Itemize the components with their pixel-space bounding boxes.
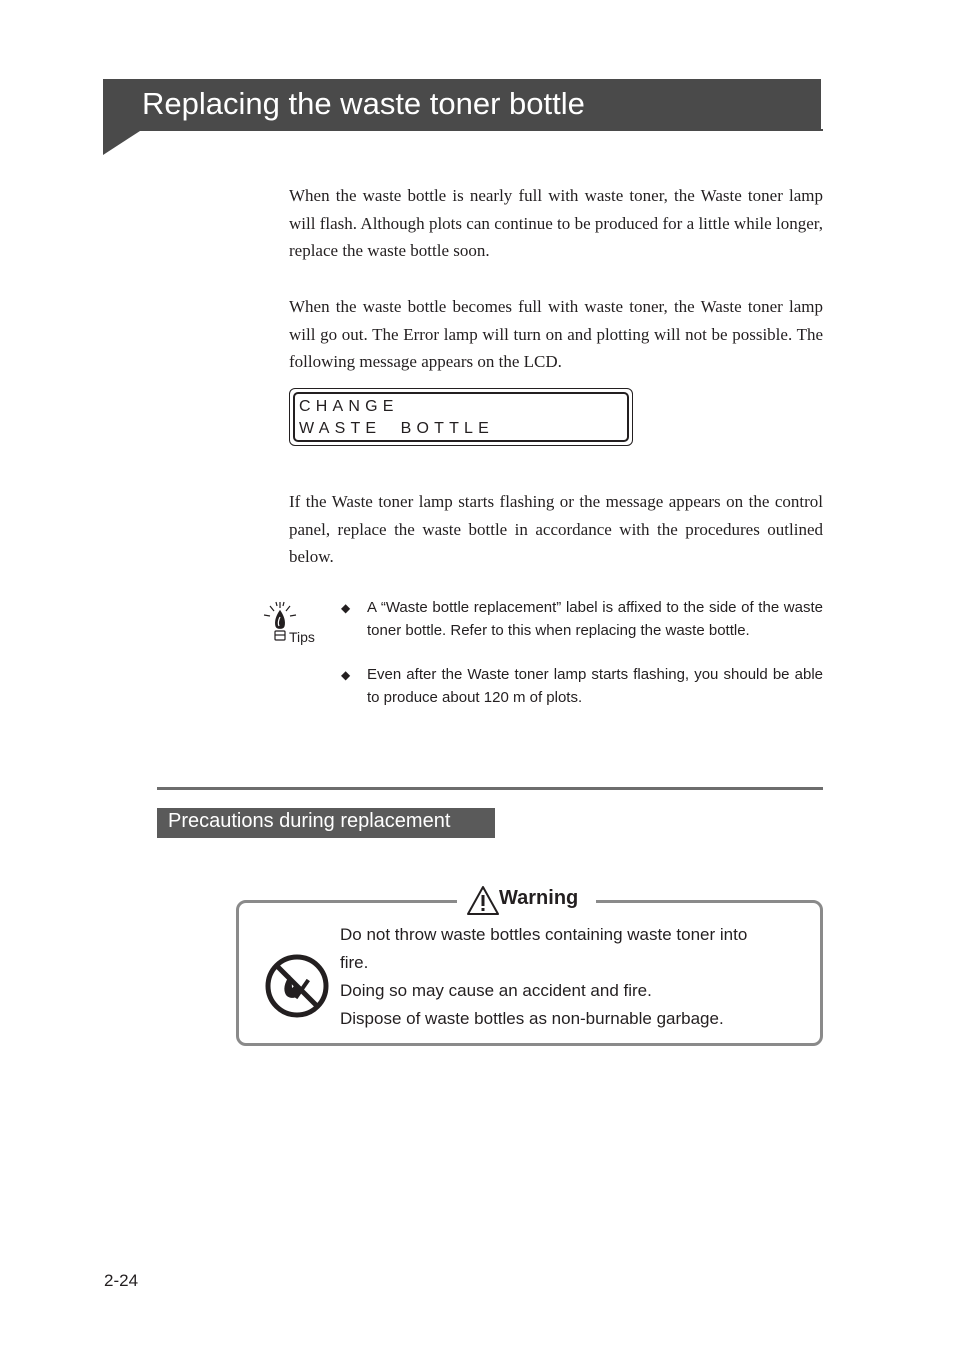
page-title: Replacing the waste toner bottle <box>142 86 585 121</box>
warning-line-4: Dispose of waste bottles as non-burnable garbage. <box>340 1009 724 1028</box>
lcd-line-2: WASTE BOTTLE <box>299 420 495 437</box>
title-rule <box>103 129 823 131</box>
section-rule <box>157 787 823 790</box>
warning-line-1: Do not throw waste bottles containing waste toner into <box>340 925 748 944</box>
page-number: 2-24 <box>104 1271 139 1290</box>
tip-item-1: A “Waste bottle replacement” label is affixed to the side of the waste toner bottle. Refer to this when replacing the waste bottle. <box>367 599 823 639</box>
tips-label: Tips <box>289 629 315 645</box>
lcd-display <box>289 388 633 446</box>
lcd-line-1: CHANGE <box>299 398 399 415</box>
paragraph-nearly-full: When the waste bottle is nearly full with waste toner, the Waste toner lamp will flash. Although plots can continue to be produced for a little while longer, replace the waste bottle soon. <box>289 186 823 260</box>
tip-item-2: Even after the Waste toner lamp starts flashing, you should be able to produce about 120 m of plots. <box>367 666 823 706</box>
warning-title: Warning <box>499 887 579 909</box>
section-heading: Precautions during replacement <box>168 810 451 832</box>
no-fire-icon <box>264 953 330 1019</box>
tip-bullet-2: ◆ <box>341 668 351 682</box>
warning-line-3: Doing so may cause an accident and fire. <box>340 981 652 1000</box>
paragraph-procedure: If the Waste toner lamp starts flashing or the message appears on the control panel, replace the waste bottle in accordance with the procedures outlined below. <box>289 492 823 566</box>
paragraph-full: When the waste bottle becomes full with waste toner, the Waste toner lamp will go out. The Error lamp will turn on and plotting will not be possible. The following message appears on the LCD. <box>289 297 823 371</box>
warning-triangle-icon <box>466 885 500 916</box>
warning-line-2: fire. <box>340 953 369 972</box>
title-notch <box>103 131 140 155</box>
tip-bullet-1: ◆ <box>341 601 351 615</box>
